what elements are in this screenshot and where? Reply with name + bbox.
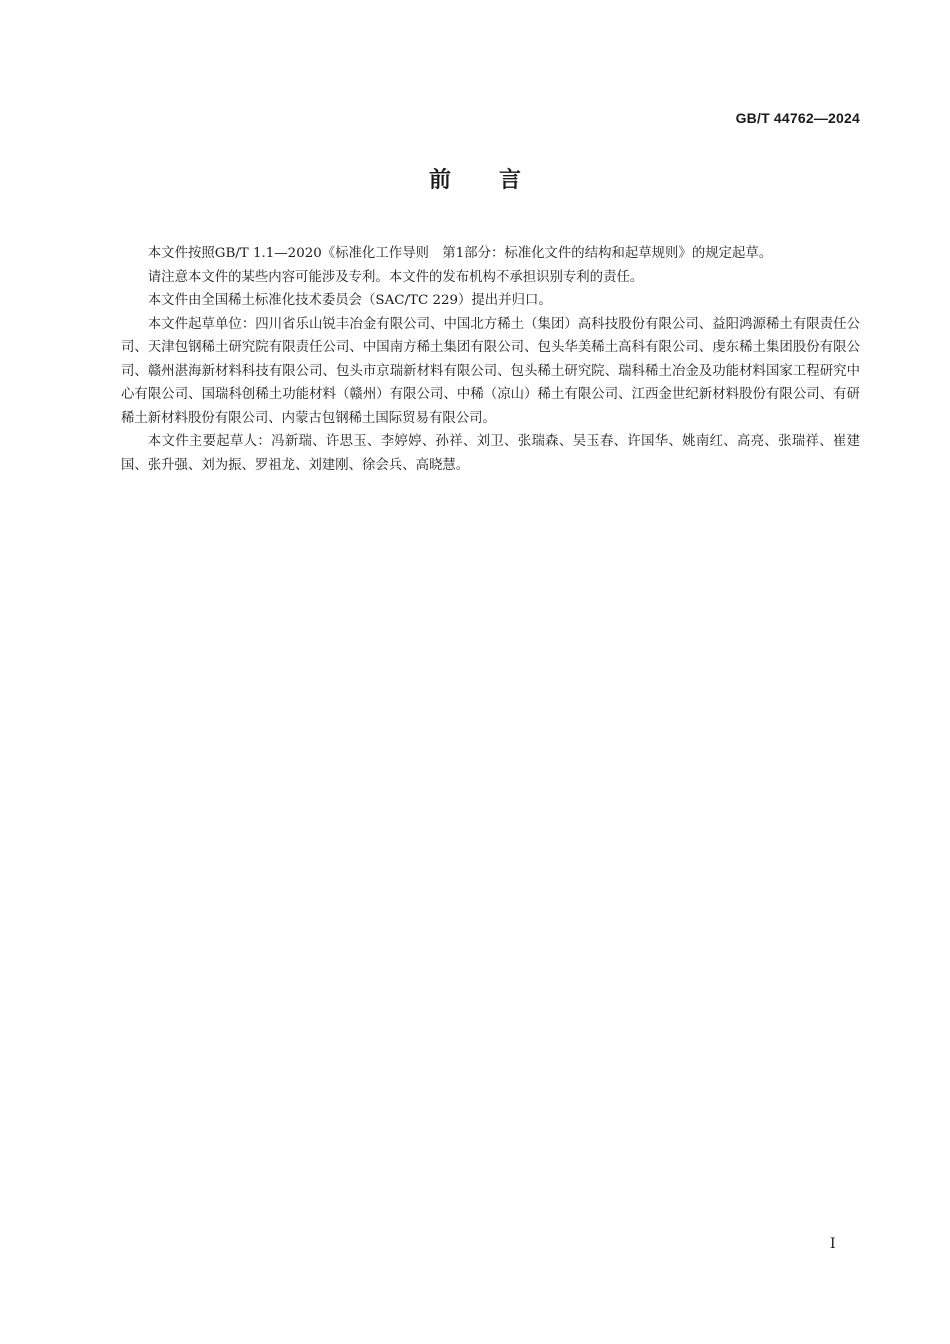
- paragraph-drafters: 本文件主要起草人：冯新瑞、许思玉、李婷婷、孙祥、刘卫、张瑞森、吴玉春、许国华、姚南红、高亮、张瑞祥、崔建国、张升强、刘为振、罗祖龙、刘建刚、徐会兵、高晓慧。: [121, 434, 860, 473]
- paragraph-patent-notice: 请注意本文件的某些内容可能涉及专利。本文件的发布机构不承担识别专利的责任。: [147, 269, 644, 285]
- page-number: I: [830, 1236, 836, 1252]
- page-title: 前言: [428, 168, 569, 193]
- paragraph-drafting-rules: 本文件按照GB/T 1.1—2020《标准化工作导则 第1部分：标准化文件的结构和起草规则》的规定起草。: [147, 246, 773, 261]
- standard-code: GB/T 44762—2024: [735, 110, 860, 126]
- paragraph-drafting-units: 本文件起草单位：四川省乐山锐丰冶金有限公司、中国北方稀土（集团）高科技股份有限公司、益阳鸿源稀土有限责任公司、天津包钢稀土研究院有限责任公司、中国南方稀土集团有限公司、包头华美稀土高科有限公司、虔东稀土集团股份有限公司、赣州湛海新材料科技有限公司、包头市京瑞新材料有限公司、包头稀土研究院、瑞科稀土冶金及功能材料国家工程研究中心有限公司、国瑞科创稀土功能材料（赣州）有限公司、中稀（凉山）稀土有限公司、江西金世纪新材料股份有限公司、有研稀土新材料股份有限公司、内蒙古包钢稀土国际贸易有限公司。: [121, 316, 860, 426]
- document-body: [121, 242, 860, 477]
- paragraph-proposer: 本文件由全国稀土标准化技术委员会（SAC/TC 229）提出并归口。: [147, 293, 552, 308]
